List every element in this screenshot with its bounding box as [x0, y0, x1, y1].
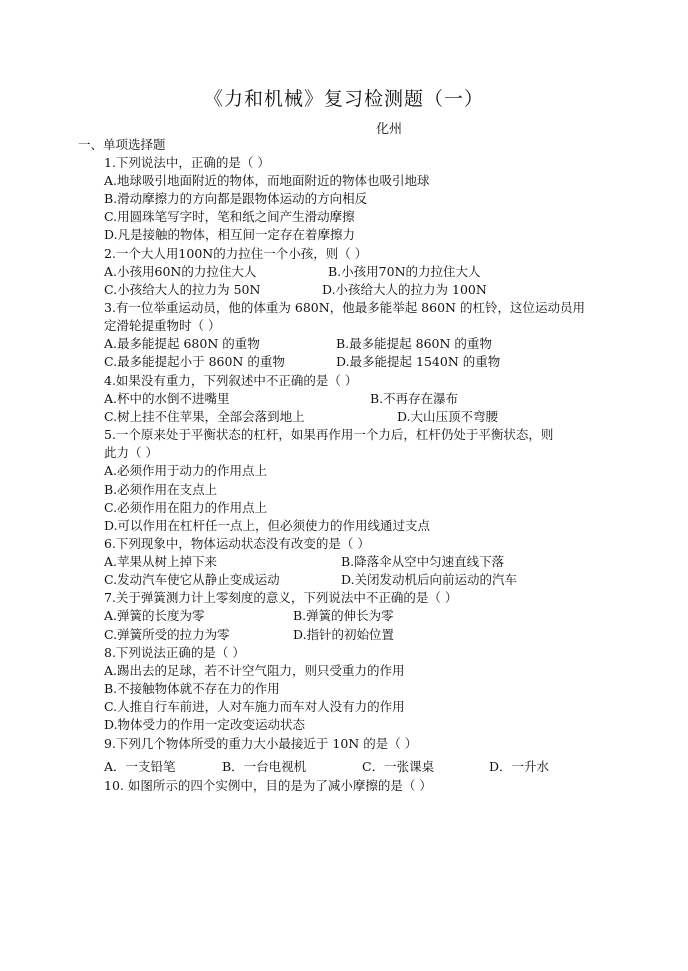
question-5-option-d: D.可以作用在杠杆任一点上，但必须使力的作用线通过支点: [104, 518, 431, 533]
question-2-option-b: B.小孩用70N的力拉住大人: [328, 264, 481, 279]
question-3-option-b: B.最多能提起 860N 的重物: [336, 336, 492, 351]
question-3-stem-continued: 定滑轮提重物时（ ）: [104, 318, 221, 333]
question-9-stem: 9.下列几个物体所受的重力大小最接近于 10N 的是（ ）: [104, 736, 418, 751]
question-5-stem-continued: 此力（ ）: [104, 445, 158, 460]
question-1-option-a: A.地球吸引地面附近的物体，而地面附近的物体也吸引地球: [104, 173, 430, 188]
question-8-option-a: A.踢出去的足球，若不计空气阻力，则只受重力的作用: [104, 663, 405, 678]
question-10-stem: 10. 如图所示的四个实例中，目的是为了减小摩擦的是（ ）: [104, 778, 432, 793]
question-3-stem: 3.有一位举重运动员，他的体重为 680N，他最多能举起 860N 的杠铃，这位运动员用: [104, 300, 585, 315]
question-4-option-d: D.大山压顶不弯腰: [397, 409, 499, 424]
question-6-option-c: C.发动汽车使它从静止变成运动: [104, 572, 280, 587]
question-4-option-a: A.杯中的水倒不进嘴里: [104, 391, 230, 406]
page-title: 《力和机械》复习检测题（一）: [203, 88, 484, 110]
question-1-stem: 1.下列说法中，正确的是（ ）: [104, 155, 270, 170]
question-6-option-a: A.苹果从树上掉下来: [104, 554, 218, 569]
question-8-option-c: C.人推自行车前进，人对车施力而车对人没有力的作用: [104, 699, 405, 714]
question-9-option-a: A．一支铅笔: [104, 759, 176, 774]
question-8-option-b: B.不接触物体就不存在力的作用: [104, 681, 280, 696]
question-5-option-b: B.必须作用在支点上: [104, 482, 218, 497]
section-heading: 一、单项选择题: [78, 137, 166, 152]
question-1-option-d: D.凡是接触的物体，相互间一定存在着摩擦力: [104, 227, 356, 242]
question-4-option-b: B.不再存在瀑布: [370, 391, 459, 406]
question-6-option-b: B.降落伞从空中匀速直线下落: [341, 554, 505, 569]
author-name: 化州: [375, 122, 402, 137]
question-3-option-c: C.最多能提起小于 860N 的重物: [104, 354, 285, 369]
question-9-option-b: B．一台电视机: [222, 759, 307, 774]
question-7-stem: 7.关于弹簧测力计上零刻度的意义，下列说法中不正确的是（ ）: [104, 590, 458, 605]
question-7-option-b: B.弹簧的伸长为零: [293, 608, 394, 623]
question-4-option-c: C.树上挂不住苹果，全部会落到地上: [104, 409, 305, 424]
question-5-option-c: C.必须作用在阻力的作用点上: [104, 500, 268, 515]
question-1-option-b: B.滑动摩擦力的方向都是跟物体运动的方向相反: [104, 191, 368, 206]
question-2-option-d: D.小孩给大人的拉力为 100N: [322, 282, 487, 297]
question-3-option-d: D.最多能提起 1540N 的重物: [336, 354, 501, 369]
question-9-option-c: C．一张课桌: [362, 759, 435, 774]
question-8-stem: 8.下列说法正确的是（ ）: [104, 645, 245, 660]
question-2-option-a: A.小孩用60N的力拉住大人: [104, 264, 257, 279]
question-8-option-d: D.物体受力的作用一定改变运动状态: [104, 717, 306, 732]
question-7-option-d: D.指针的初始位置: [293, 627, 395, 642]
question-5-stem: 5.一个原来处于平衡状态的杠杆，如果再作用一个力后，杠杆仍处于平衡状态，则: [104, 427, 554, 442]
question-2-stem: 2.一个大人用100N的力拉住一个小孩，则（ ）: [104, 246, 368, 261]
question-3-option-a: A.最多能提起 680N 的重物: [104, 336, 260, 351]
question-1-option-c: C.用圆珠笔写字时，笔和纸之间产生滑动摩擦: [104, 209, 355, 224]
question-7-option-c: C.弹簧所受的拉力为零: [104, 627, 230, 642]
question-6-stem: 6.下列现象中，物体运动状态没有改变的是（ ）: [104, 536, 370, 551]
question-7-option-a: A.弹簧的长度为零: [104, 608, 205, 623]
question-4-stem: 4.如果没有重力，下列叙述中不正确的是（ ）: [104, 373, 358, 388]
question-6-option-d: D.关闭发动机后向前运动的汽车: [341, 572, 518, 587]
question-2-option-c: C.小孩给大人的拉力为 50N: [104, 282, 261, 297]
question-9-option-d: D．一升水: [489, 759, 550, 774]
question-5-option-a: A.必须作用于动力的作用点上: [104, 463, 268, 478]
